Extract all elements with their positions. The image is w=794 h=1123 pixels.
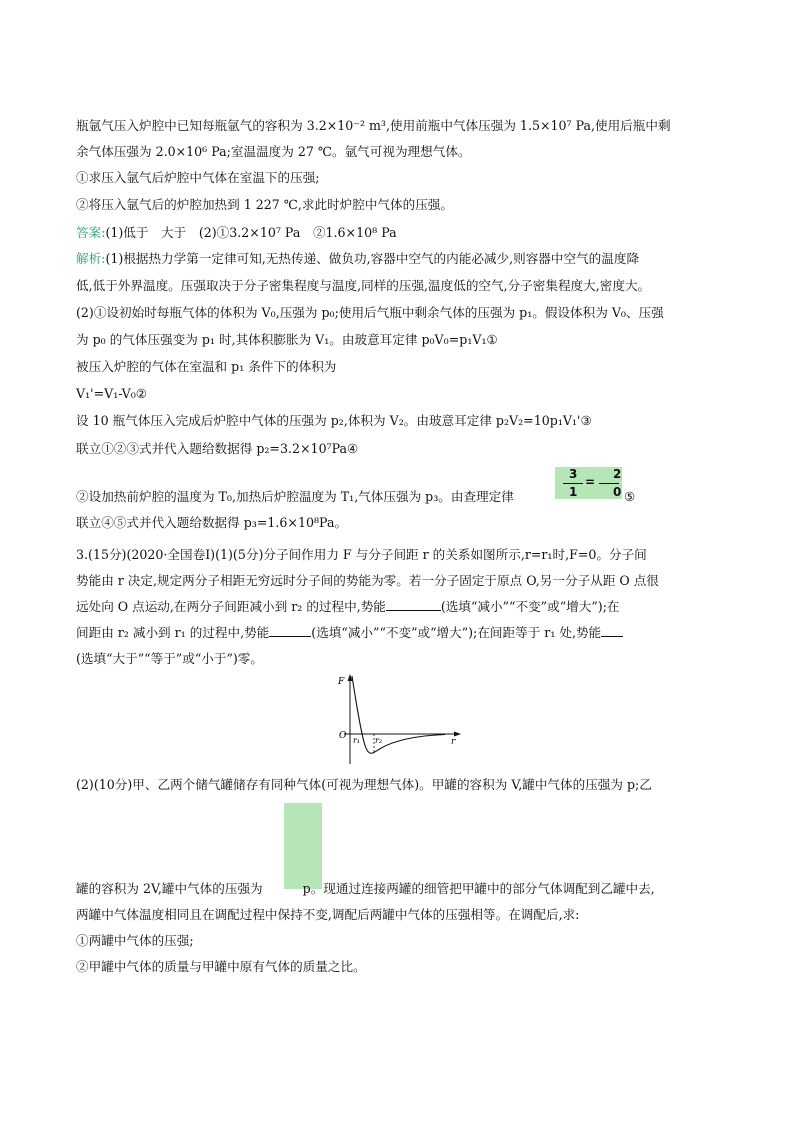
- fraction-bar: [563, 483, 583, 484]
- equation-number: ⑤: [624, 489, 636, 504]
- text-line: [76, 598, 620, 616]
- text-line: ②甲罐中气体的质量与甲罐中原有气体的质量之比。: [76, 959, 366, 974]
- text-line: ②设加热前炉腔的温度为 T₀,加热后炉腔温度为 T₁,气体压强为 p₃。由查理定律: [76, 489, 514, 504]
- text-line: 设 10 瓶气体压入完成后炉腔中气体的压强为 p₂,体积为 V₂。由玻意耳定律 p₂V₂=10p₁V₁'③: [76, 413, 592, 428]
- text-line: [76, 624, 623, 642]
- text-line: 为 p₀ 的气体压强变为 p₁ 时,其体积膨胀为 V₁。由玻意耳定律 p₀V₀=p₁V₁①: [76, 332, 498, 347]
- text-line: (2)①设初始时每瓶气体的体积为 V₀,压强为 p₀;使用后气瓶中剩余气体的压强为 p₁。假设体积为 V₀、压强: [76, 305, 664, 320]
- answer-line: [76, 224, 397, 242]
- fraction-bar: [599, 483, 619, 484]
- text-line: 联立①②③式并代入题给数据得 p₂=3.2×10⁷Pa④: [76, 441, 359, 456]
- text-segment: (选填“减小”“不变”或“增大”);在间距等于 r₁ 处,势能: [311, 625, 602, 640]
- text-segment: 间距由 r₂ 减小到 r₁ 的过程中,势能: [76, 625, 270, 640]
- text-line: 低,低于外界温度。压强取决于分子密集程度与温度,同样的压强,温度低的空气,分子密集程度大,密度大。: [76, 278, 651, 293]
- charles-law-fraction: [555, 467, 622, 499]
- text-line: 两罐中气体温度相同且在调配过程中保持不变,调配后两罐中气体的压强相等。在调配后,求:: [76, 907, 580, 922]
- text-line: 被压入炉腔的气体在室温和 p₁ 条件下的体积为: [76, 359, 337, 374]
- question-line: 3.(15分)(2020·全国卷Ⅰ)(1)(5分)分子间作用力 F 与分子间距 r 的关系如图所示,r=r₁时,F=0。分子间: [76, 547, 647, 562]
- text-line: ①两罐中气体的压强;: [76, 933, 194, 948]
- text-line: 瓶氩气压入炉腔中已知每瓶氩气的容积为 3.2×10⁻² m³,使用前瓶中气体压强为 1.5×10⁷ Pa,使用后瓶中剩: [76, 118, 671, 133]
- text-segment: p。现通过连接两罐的细管把甲罐中的部分气体调配到乙罐中去,: [302, 881, 655, 896]
- formula-placeholder: [284, 803, 322, 889]
- answer-blank[interactable]: [269, 624, 311, 637]
- text-segment: (选填“减小”“不变”或“增大”);在: [440, 599, 620, 614]
- force-distance-graph: [330, 672, 465, 768]
- text-segment: 罐的容积为 2V,罐中气体的压强为: [76, 881, 263, 896]
- text-line: 余气体压强为 2.0×10⁶ Pa;室温温度为 27 ℃。氩气可视为理想气体。: [76, 144, 471, 159]
- text-line: 联立④⑤式并代入题给数据得 p₃=1.6×10⁸Pa。: [76, 515, 348, 530]
- fraction-denominator: 0: [613, 485, 622, 499]
- fraction-numerator: 3: [569, 467, 578, 481]
- answer-blank[interactable]: [386, 598, 441, 611]
- fraction-numerator: 2: [613, 467, 622, 481]
- text-segment: 远处向 O 点运动,在两分子间距减小到 r₂ 的过程中,势能: [76, 599, 386, 614]
- text-line: [76, 880, 655, 898]
- text-line: ①求压入氩气后炉腔中气体在室温下的压强;: [76, 170, 320, 185]
- text-line: V₁'=V₁-V₀②: [76, 386, 148, 401]
- analysis-text: (1)根据热力学第一定律可知,无热传递、做负功,容器中空气的内能必减少,则容器中空气的温度降: [105, 251, 640, 266]
- answer-label: 答案:: [76, 225, 106, 240]
- answer-blank[interactable]: [601, 624, 623, 637]
- text-line: (选填“大于”“等于”或“小于”)零。: [76, 651, 263, 666]
- text-line: ②将压入氩气后的炉腔加热到 1 227 ℃,求此时炉腔中气体的压强。: [76, 197, 453, 212]
- axis-label-F: F: [338, 677, 345, 687]
- answer-text: (1)低于 大于 (2)①3.2×10⁷ Pa ②1.6×10⁸ Pa: [105, 225, 397, 240]
- fraction-denominator: 1: [569, 485, 578, 499]
- equals-sign: =: [585, 475, 596, 489]
- question-line: (2)(10分)甲、乙两个储气罐储存有同种气体(可视为理想气体)。甲罐的容积为 V,罐中气体的压强为 p;乙: [76, 777, 652, 792]
- text-line: 势能由 r 决定,规定两分子相距无穷远时分子间的势能为零。若一分子固定于原点 O,另一分子从距 O 点很: [76, 573, 659, 588]
- analysis-label: 解析:: [76, 251, 106, 266]
- origin-label: O: [339, 731, 347, 741]
- axis-label-r: r: [451, 737, 456, 747]
- analysis-line: [76, 250, 639, 268]
- r1-label: r₁: [353, 736, 361, 745]
- r2-label: r₂: [375, 736, 383, 745]
